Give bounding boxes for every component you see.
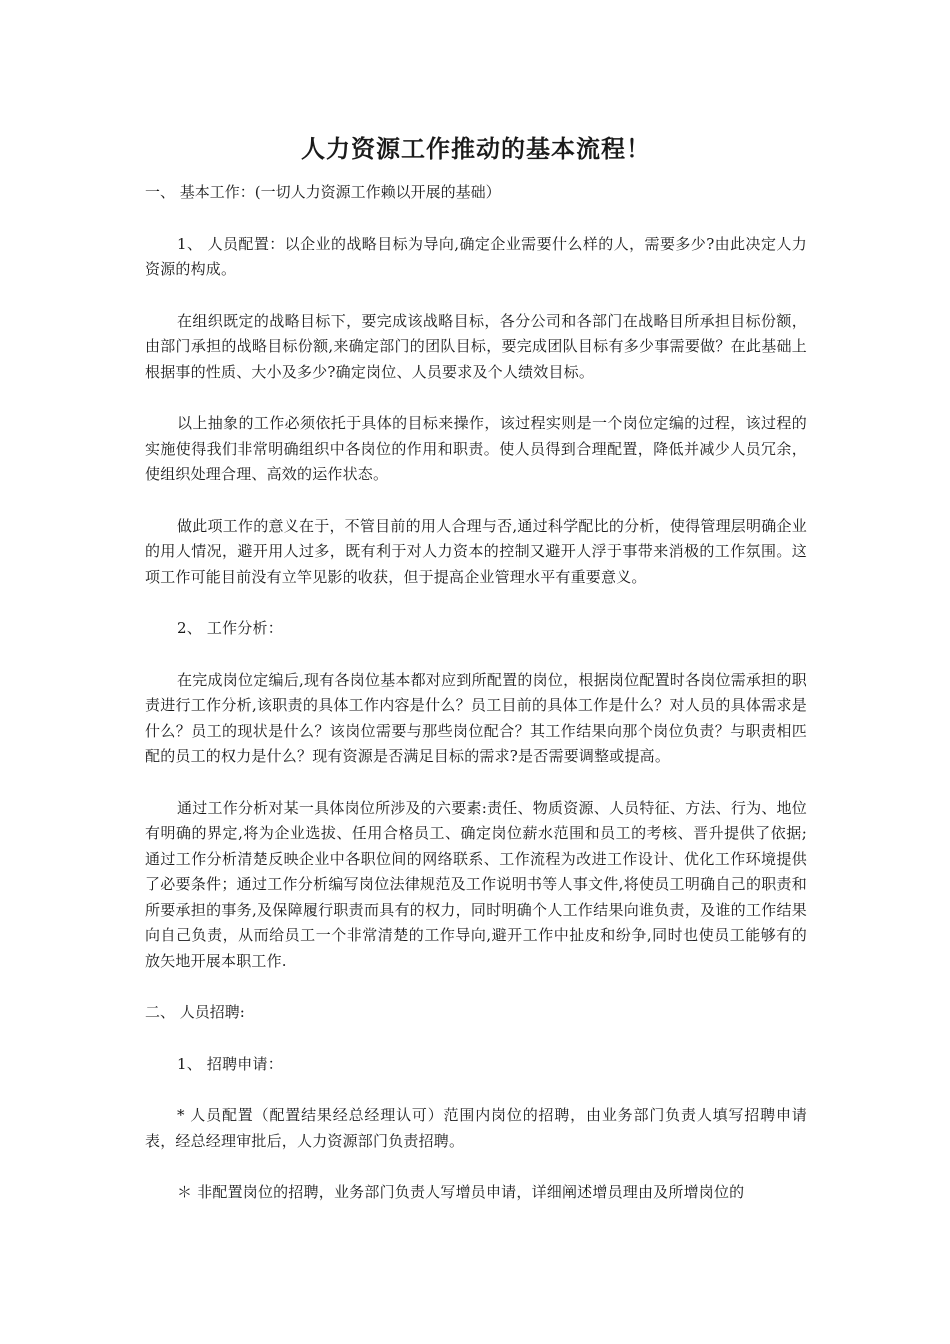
body-paragraph: 在组织既定的战略目标下，要完成该战略目标，各分公司和各部门在战略目所承担目标份额，由部门承担的战略目标份额,来确定部门的团队目标，要完成团队目标有多少事需要做？在此基础上根据事的性质、大小及多少?确定岗位、人员要求及个人绩效目标。 — [145, 311, 807, 381]
body-paragraph: 做此项工作的意义在于，不管目前的用人合理与否,通过科学配比的分析，使得管理层明确企业的用人情况，避开用人过多，既有利于对人力资本的控制又避开人浮于事带来消极的工作氛围。这项工作可能目前没有立竿见影的收获，但于提高企业管理水平有重要意义。 — [145, 516, 807, 586]
spacer — [145, 770, 807, 796]
spacer — [145, 974, 807, 1000]
section-1-item-1-paragraph: 1、 人员配置：以企业的战略目标为导向,确定企业需要什么样的人，需要多少?由此决定人力资源的构成。 — [145, 234, 807, 278]
spacer — [145, 590, 807, 616]
section-1-heading: 一、 基本工作：(一切人力资源工作赖以开展的基础） — [145, 183, 501, 201]
spacer — [145, 206, 807, 232]
body-paragraph: 在完成岗位定编后,现有各岗位基本都对应到所配置的岗位，根据岗位配置时各岗位需承担的职责进行工作分析,该职责的具体工作内容是什么？员工目前的具体工作是什么？对人员的具体需求是什么？员工的现状是什么？该岗位需要与那些岗位配合？其工作结果向那个岗位负责？与职责相匹配的员工的权力是什么？现有资源是否满足目标的需求?是否需要调整或提高。 — [145, 670, 807, 765]
spacer — [145, 1077, 807, 1103]
spacer — [145, 1026, 807, 1052]
section-2-heading: 二、 人员招聘: — [145, 1003, 245, 1021]
spacer — [145, 488, 807, 514]
document-body — [145, 132, 807, 1206]
spacer — [145, 283, 807, 309]
body-paragraph: 以上抽象的工作必须依托于具体的目标来操作，该过程实则是一个岗位定编的过程，该过程的实施使得我们非常明确组织中各岗位的作用和职责。使人员得到合理配置，降低并减少人员冗余，使组织处理合理、高效的运作状态。 — [145, 414, 807, 483]
spacer — [145, 385, 807, 411]
body-paragraph: ＊ 非配置岗位的招聘，业务部门负责人写增员申请，详细阐述增员理由及所增岗位的 — [177, 1183, 745, 1201]
section-1-item-2-heading: 2、 工作分析： — [177, 619, 283, 637]
document-title: 人力资源工作推动的基本流程！ — [301, 134, 651, 163]
section-2-item-1-heading: 1、 招聘申请： — [177, 1054, 283, 1073]
body-paragraph: 通过工作分析对某一具体岗位所涉及的六要素:责任、物质资源、人员特征、方法、行为、地位有明确的界定,将为企业选拔、任用合格员工、确定岗位薪水范围和员工的考核、晋升提供了依据;通过工作分析清楚反映企业中各职位间的网络联系、工作流程为改进工作设计、优化工作环境提供了必要条件；通过工作分析编写岗位法律规范及工作说明书等人事文件,将使员工明确自己的职责和所要承担的事务,及保障履行职责而具有的权力，同时明确个人工作结果向谁负责，及谁的工作结果向自己负责，从而给员工一个非常清楚的工作导向,避开工作中扯皮和纷争,同时也使员工能够有的放矢地开展本职工作. — [145, 798, 807, 970]
spacer — [145, 642, 807, 668]
body-paragraph: * 人员配置（配置结果经总经理认可）范围内岗位的招聘，由业务部门负责人填写招聘申请表，经总经理审批后，人力资源部门负责招聘。 — [145, 1106, 807, 1150]
spacer — [145, 1154, 807, 1180]
